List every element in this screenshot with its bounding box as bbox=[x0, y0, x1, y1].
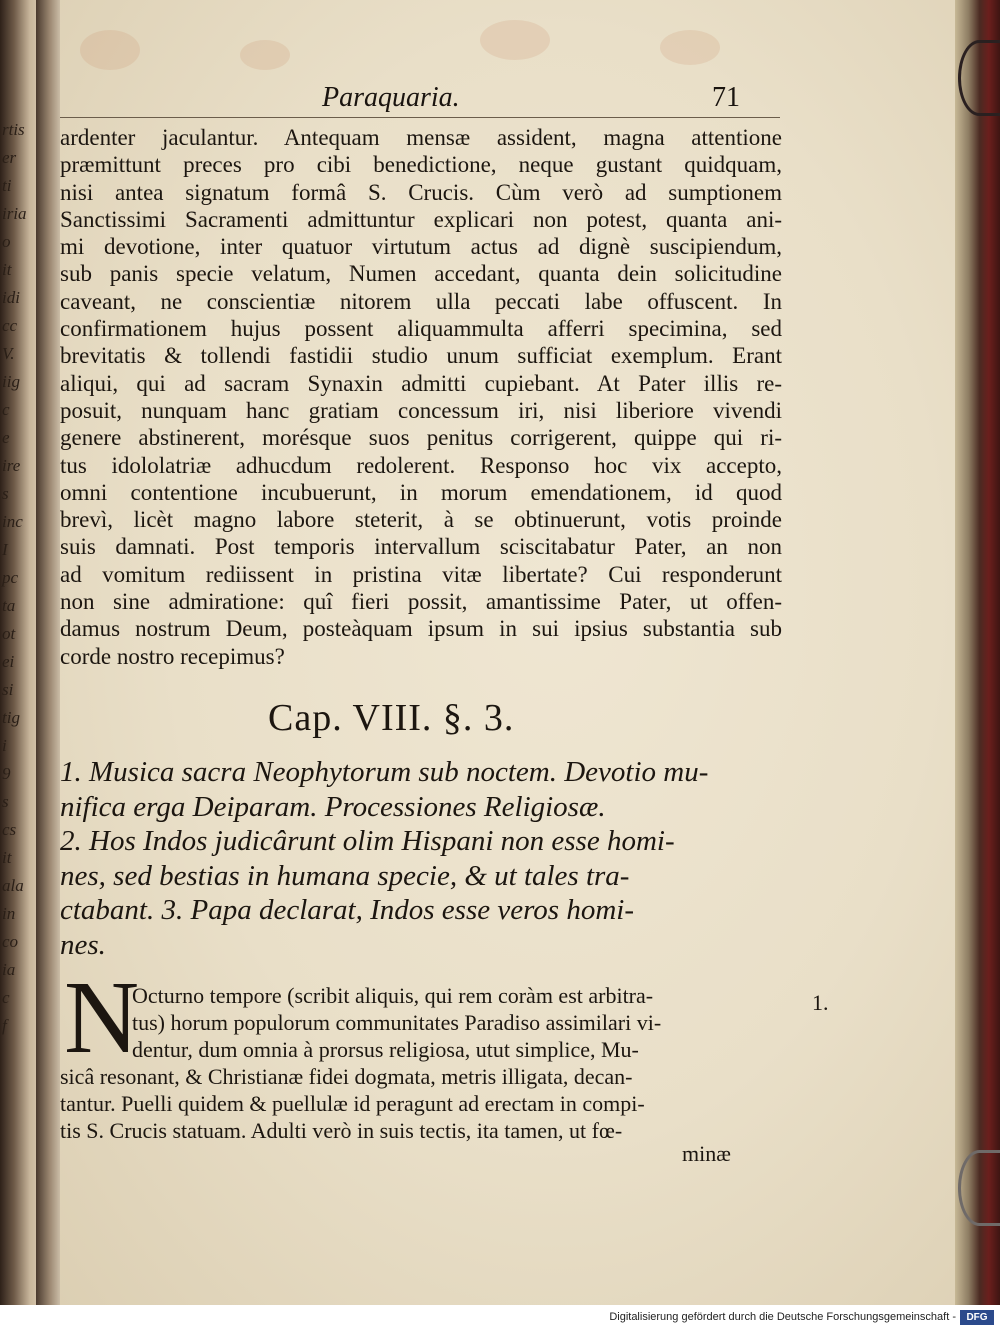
drop-capital: N bbox=[64, 960, 140, 1075]
facing-page-fragment: ala bbox=[2, 876, 24, 895]
facing-page-fragment: in bbox=[2, 904, 16, 923]
facing-page-fragment: s bbox=[2, 792, 9, 811]
facing-page-fragment: inc bbox=[2, 512, 23, 531]
body-text bbox=[60, 124, 782, 670]
text-line: Octurno tempore (scribit aliquis, qui rem coràm est arbitra- bbox=[132, 983, 654, 1008]
text-line: non sine admiratione: quî fieri possit, amantissime Pater, ut offen- bbox=[60, 589, 782, 615]
facing-page-fragment: ta bbox=[2, 596, 16, 615]
facing-page-fragment: er bbox=[2, 148, 17, 167]
text-line: posuit, nunquam hanc gratiam concessum iri, nisi liberiore vivendi bbox=[60, 397, 782, 423]
binding-edge bbox=[955, 0, 1000, 1305]
text-line: sicâ resonant, & Christianæ fidei dogmata, metris illigata, decan- bbox=[60, 1064, 633, 1089]
facing-page-fragment: it bbox=[2, 260, 12, 279]
facing-page-edge bbox=[0, 0, 40, 1305]
text-line: genere abstinerent, morésque suos penitus corrigerent, quippe qui ri- bbox=[60, 425, 782, 451]
text-line: nisi antea signatum formâ S. Crucis. Cùm verò ad sumptionem bbox=[60, 179, 782, 205]
text-line: Sanctissimi Sacramenti admittuntur explicari non potest, quanta ani- bbox=[60, 206, 782, 232]
header-rule bbox=[60, 117, 780, 118]
text-line: tus idololatriæ adhucdum redolerent. Responso hoc vix accepto, bbox=[60, 452, 782, 478]
facing-page-fragment: i bbox=[2, 736, 7, 755]
text-line: suis damnati. Post temporis intervallum sciscitabatur Pater, an non bbox=[60, 534, 782, 560]
text-line: ardenter jaculantur. Antequam mensæ assident, magna attentione bbox=[60, 125, 782, 150]
paper-stain bbox=[480, 20, 550, 60]
facing-page-fragment: idi bbox=[2, 288, 20, 307]
text-line: sub panis specie velatum, Numen accedant, quanta dein solicitudine bbox=[60, 261, 782, 287]
text-line: ctabant. 3. Papa declarat, Indos esse veros homi- bbox=[60, 894, 634, 926]
paper-stain bbox=[240, 40, 290, 70]
paper-stain bbox=[660, 30, 720, 65]
chapter-paragraph bbox=[60, 982, 782, 1144]
facing-page-fragment: rtis bbox=[2, 120, 25, 139]
text-line: dentur, dum omnia à prorsus religiosa, utut simplice, Mu- bbox=[132, 1037, 639, 1062]
facing-page-fragment: ti bbox=[2, 176, 12, 195]
text-line: aliqui, qui ad sacram Synaxin admitti cupiebant. At Pater illis re- bbox=[60, 370, 782, 396]
text-line: mi devotione, inter quatuor virtutum actus ad dignè suscipiendum, bbox=[60, 234, 782, 260]
text-line: 1. Musica sacra Neophytorum sub noctem. Devotio mu- bbox=[60, 756, 709, 788]
facing-page-fragment: e bbox=[2, 428, 10, 447]
facing-page-fragment: c bbox=[2, 400, 10, 419]
text-line: ad vomitum rediissent in pristina vitæ libertate? Cui responderunt bbox=[60, 561, 782, 587]
text-line: tis S. Crucis statuam. Adulti verò in suis tectis, ita tamen, ut fœ- bbox=[60, 1118, 623, 1143]
facing-page-fragment: f bbox=[2, 1016, 7, 1035]
facing-page-fragment: V. bbox=[2, 344, 15, 363]
paper-stain bbox=[80, 30, 140, 70]
text-line: nifica erga Deiparam. Processiones Religiosæ. bbox=[60, 790, 606, 823]
text-line: caveant, ne conscientiæ nitorem ulla peccati labe offuscent. In bbox=[60, 288, 782, 314]
facing-page-fragment: iig bbox=[2, 372, 20, 391]
facing-page-fragment: I bbox=[2, 540, 8, 559]
running-header: Paraquaria. bbox=[322, 82, 460, 113]
text-line: confirmationem hujus possent aliquammulta afferri specimina, sed bbox=[60, 316, 782, 342]
page-number: 71 bbox=[712, 82, 740, 113]
clip-ring-icon bbox=[958, 1150, 1000, 1226]
facing-page-fragment: pc bbox=[2, 568, 19, 587]
chapter-summary bbox=[60, 755, 780, 962]
facing-page-fragment: co bbox=[2, 932, 19, 951]
facing-page-fragment: ia bbox=[2, 960, 16, 979]
facing-page-fragment: ei bbox=[2, 652, 15, 671]
margin-number: 1. bbox=[812, 990, 829, 1015]
clip-ring-icon bbox=[958, 40, 1000, 116]
text-line: tantur. Puelli quidem & puellulæ id peragunt ad erectam in compi- bbox=[60, 1091, 645, 1116]
text-line: brevitatis & tollendi fastidii studio unum sufficiat exemplum. Erant bbox=[60, 343, 782, 369]
facing-page-fragment: ire bbox=[2, 456, 21, 475]
text-line: 2. Hos Indos judicârunt olim Hispani non esse homi- bbox=[60, 825, 675, 857]
facing-page-text-fragments bbox=[2, 0, 38, 1305]
dfg-logo[interactable]: DFG bbox=[960, 1310, 994, 1325]
footer-bar bbox=[0, 1305, 1000, 1330]
text-line: tus) horum populorum communitates Paradiso assimilari vi- bbox=[132, 1010, 662, 1035]
text-line: nes, sed bestias in humana specie, & ut tales tra- bbox=[60, 859, 630, 892]
text-line: damus nostrum Deum, posteàquam ipsum in sui ipsius substantia sub bbox=[60, 616, 782, 642]
catchword: minæ bbox=[682, 1141, 731, 1166]
text-line: nes. bbox=[60, 928, 106, 961]
text-line: præmittunt preces pro cibi benedictione, neque gustant quidquam, bbox=[60, 152, 782, 178]
facing-page-fragment: o bbox=[2, 232, 11, 251]
text-line: omni contentione incubuerunt, in morum emendationem, id quod bbox=[60, 479, 782, 505]
facing-page-fragment: ot bbox=[2, 624, 16, 643]
facing-page-fragment: c bbox=[2, 988, 10, 1007]
chapter-heading: Cap. VIII. §. 3. bbox=[268, 697, 515, 739]
facing-page-fragment: it bbox=[2, 848, 12, 867]
facing-page-fragment: iria bbox=[2, 204, 27, 223]
footer-credit: Digitalisierung gefördert durch die Deutsche Forschungsgemeinschaft - bbox=[609, 1311, 956, 1323]
facing-page-fragment: cs bbox=[2, 820, 17, 839]
text-line: brevì, licèt magno labore steterit, à se obtinuerunt, votis proinde bbox=[60, 507, 782, 533]
facing-page-fragment: cc bbox=[2, 316, 18, 335]
facing-page-fragment: si bbox=[2, 680, 14, 699]
facing-page-fragment: s bbox=[2, 484, 9, 503]
facing-page-fragment: 9 bbox=[2, 764, 11, 783]
text-line: corde nostro recepimus? bbox=[60, 643, 285, 669]
facing-page-fragment: tig bbox=[2, 708, 20, 727]
